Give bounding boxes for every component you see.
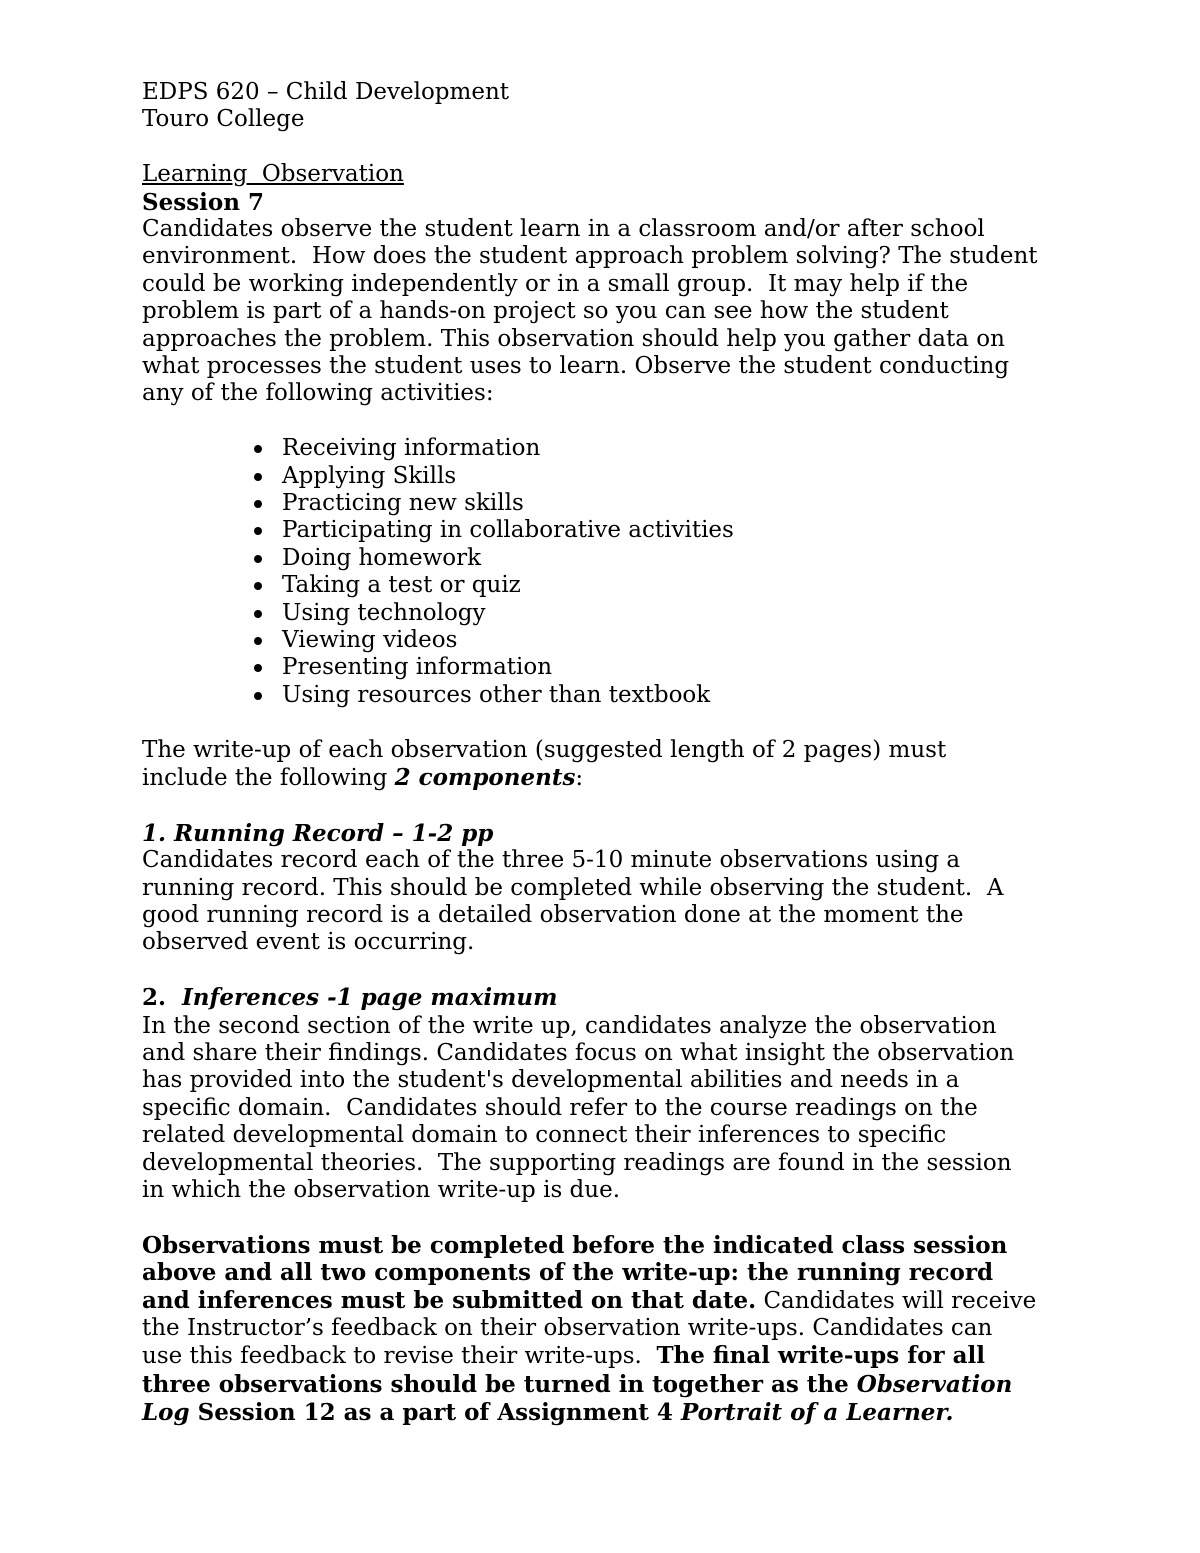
writeup-paragraph <box>142 737 1077 793</box>
list-item: Presenting information <box>142 654 1077 681</box>
component-line: Candidates record each of the three 5-10 minute observations using a <box>142 847 961 874</box>
course-title: EDPS 620 – Child Development <box>142 79 510 105</box>
component-line: and share their findings. Candidates focus on what insight the observation <box>142 1039 1015 1066</box>
document-page <box>142 79 1077 1428</box>
intro-line: environment. How does the student approach problem solving? The student <box>142 243 1038 270</box>
spacer <box>142 709 1077 736</box>
list-item: Receiving information <box>142 435 1077 462</box>
bullet-icon <box>254 610 262 618</box>
bullet-icon <box>254 582 262 590</box>
bullet-icon <box>254 445 262 453</box>
intro-line: Candidates observe the student learn in a classroom and/or after school <box>142 216 985 243</box>
list-item: Viewing videos <box>142 627 1077 654</box>
writeup-line: include the following 2 components: <box>142 763 584 791</box>
section-title: Learning Observation <box>142 161 404 188</box>
component-line: running record. This should be completed while observing the student. A <box>142 874 1004 901</box>
intro-line: approaches the problem. This observation should help you gather data on <box>142 325 1005 352</box>
spacer <box>142 134 1077 161</box>
component-inferences <box>142 984 1077 1204</box>
component-line: developmental theories. The supporting readings are found in the session <box>142 1149 1012 1176</box>
final-paragraph <box>142 1232 1077 1428</box>
bullet-icon <box>254 500 262 508</box>
intro-paragraph <box>142 216 1077 408</box>
final-line: and inferences must be submitted on that date. Candidates will receive <box>142 1286 1037 1314</box>
component-heading: 1. Running Record – 1-2 pp <box>142 819 494 847</box>
bullet-icon <box>254 692 262 700</box>
bullet-icon <box>254 664 262 672</box>
component-line: related developmental domain to connect their inferences to specific <box>142 1122 947 1149</box>
final-line: Log Session 12 as a part of Assignment 4 Portrait of a Learner. <box>142 1399 954 1427</box>
bullet-icon <box>254 555 262 563</box>
college-name: Touro College <box>142 106 305 133</box>
final-line: three observations should be turned in together as the Observation <box>142 1370 1013 1398</box>
list-item: Using technology <box>142 600 1077 627</box>
component-line: good running record is a detailed observation done at the moment the <box>142 901 964 928</box>
component-heading: 2. Inferences -1 page maximum <box>142 984 558 1012</box>
intro-line: problem is part of a hands-on project so you can see how the student <box>142 298 949 325</box>
component-line: observed event is occurring. <box>142 929 475 956</box>
component-line: In the second section of the write up, candidates analyze the observation <box>142 1012 997 1039</box>
component-running-record <box>142 820 1077 957</box>
spacer <box>142 408 1077 435</box>
component-line: in which the observation write-up is due. <box>142 1177 621 1204</box>
final-line: use this feedback to revise their write-ups. The final write-ups for all <box>142 1342 985 1370</box>
spacer <box>142 792 1077 819</box>
writeup-line: The write-up of each observation (suggested length of 2 pages) must <box>142 736 947 763</box>
intro-line: could be working independently or in a small group. It may help if the <box>142 270 969 297</box>
final-line: above and all two components of the write-up: the running record <box>142 1259 994 1287</box>
list-item: Participating in collaborative activities <box>142 517 1077 544</box>
components-emphasis: 2 components <box>394 763 576 791</box>
session-label: Session 7 <box>142 188 264 216</box>
final-line: the Instructor’s feedback on their observation write-ups. Candidates can <box>142 1315 993 1342</box>
list-item: Taking a test or quiz <box>142 572 1077 599</box>
list-item: Using resources other than textbook <box>142 682 1077 709</box>
bullet-icon <box>254 637 262 645</box>
bullet-icon <box>254 527 262 535</box>
spacer <box>142 1204 1077 1231</box>
list-item: Practicing new skills <box>142 490 1077 517</box>
intro-line: what processes the student uses to learn. Observe the student conducting <box>142 353 1010 380</box>
list-item: Doing homework <box>142 545 1077 572</box>
intro-line: any of the following activities: <box>142 380 494 407</box>
component-line: has provided into the student's developmental abilities and needs in a <box>142 1067 960 1094</box>
activities-list <box>142 435 1077 709</box>
final-line: Observations must be completed before the indicated class session <box>142 1231 1008 1259</box>
bullet-icon <box>254 473 262 481</box>
list-item: Applying Skills <box>142 463 1077 490</box>
component-line: specific domain. Candidates should refer to the course readings on the <box>142 1094 978 1121</box>
spacer <box>142 957 1077 984</box>
